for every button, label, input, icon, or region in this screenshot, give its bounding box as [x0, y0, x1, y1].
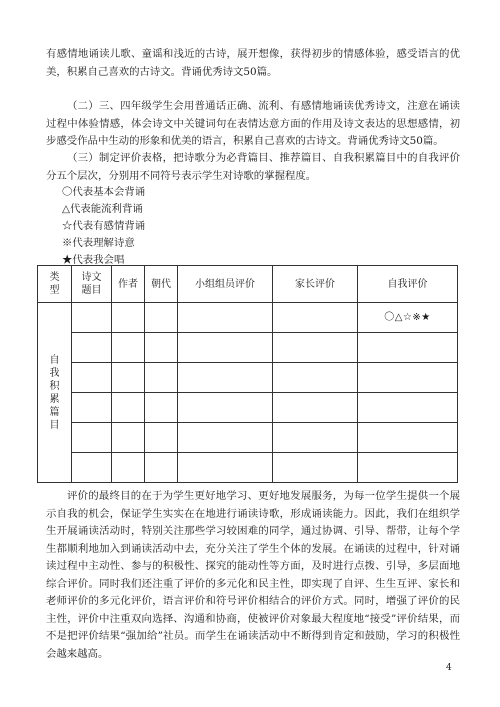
- header-group-evaluation: 小组组员评价: [178, 266, 273, 303]
- header-title-line1: 诗文: [81, 272, 102, 283]
- legend-item-recite: 〇代表基本会背诵: [62, 186, 146, 198]
- table-cell: [178, 303, 273, 333]
- table-cell: [273, 423, 358, 453]
- category-char: 积: [49, 380, 60, 392]
- table-cell: [72, 453, 112, 483]
- legend-item-sing: ★代表我会唱: [62, 254, 125, 266]
- table-row: [38, 393, 458, 423]
- table-cell: [112, 393, 145, 423]
- table-cell: [145, 333, 178, 363]
- table-cell: [145, 363, 178, 393]
- table-cell: [145, 393, 178, 423]
- table-cell: [178, 333, 273, 363]
- table-row: [38, 333, 458, 363]
- paragraph-evaluation-table-intro: （三）制定评价表格，把诗歌分为必背篇目、推荐篇目、自我积累篇目中的自我评价分五个层次，分别用不同符号表示学生对诗歌的掌握程度。: [46, 152, 460, 182]
- paragraph-evaluation-purpose: 评价的最终目的在于为学生更好地学习、更好地发展服务，为每一位学生提供一个展示自我的机会，保证学生实实在在地进行诵读诗歌，形成诵读能力。因此，我们在组织学生开展诵读活动时，特别关注那些学习较困难的同学，通过协调、引导、帮带，让每个学生都顺利地加入到诵读活动中去，充分关注了学生个体的发展。在诵读的过程中，针对诵读过程中主动性、参与的积极性、探究的能动性等方面，及时进行点拨、引导，多层面地综合评价。同时我们还注重了评价的多元化和民主性，即实现了自评、生生互评、家长和老师评价的多元化评价，语言评价和符号评价相结合的评价方式。同时，增强了评价的民主性，评价中注重双向选择、沟通和协商，使被评价对象最大程度地“接受”评价结果，而不是把评价结果“强加给”社员。而学生在诵读活动中不断得到肯定和鼓励，学习的积极性会越来越高。: [46, 490, 460, 660]
- table-cell: [358, 423, 458, 453]
- header-type-line1: 类: [49, 272, 60, 283]
- table-cell: [72, 333, 112, 363]
- header-type-line2: 型: [49, 285, 60, 296]
- header-self-evaluation: 自我评价: [358, 266, 458, 303]
- table-cell: [273, 453, 358, 483]
- table-cell: [358, 393, 458, 423]
- table-cell: [112, 333, 145, 363]
- category-char: 自: [49, 354, 60, 366]
- table-cell: [178, 363, 273, 393]
- category-char: 篇: [49, 406, 60, 418]
- table-cell: [145, 303, 178, 333]
- table-row: [38, 303, 458, 333]
- table-cell: [178, 423, 273, 453]
- table-cell: [112, 363, 145, 393]
- table-cell: [178, 393, 273, 423]
- table-row: [38, 363, 458, 393]
- header-title: [72, 266, 112, 303]
- table-cell: [273, 363, 358, 393]
- table-cell: [112, 453, 145, 483]
- header-type: [38, 266, 72, 303]
- table-cell: [72, 303, 112, 333]
- table-cell: [358, 453, 458, 483]
- table-cell: [358, 363, 458, 393]
- header-dynasty: 朝代: [145, 266, 178, 303]
- table-row: [38, 453, 458, 483]
- table-cell: [112, 303, 145, 333]
- page-number: 4: [446, 663, 452, 673]
- paragraph-grade-one-two: 有感情地诵读儿歌、童谣和浅近的古诗，展开想像，获得初步的情感体验，感受语言的优美，积累自己喜欢的古诗文。背诵优秀诗文50篇。: [46, 48, 460, 78]
- table-row: [38, 423, 458, 453]
- table-cell: [358, 333, 458, 363]
- table-cell: [112, 423, 145, 453]
- legend-item-understand: ※代表理解诗意: [62, 237, 135, 249]
- evaluation-table: [37, 265, 458, 483]
- table-cell: [178, 453, 273, 483]
- table-header-row: [38, 266, 458, 303]
- category-cell: [38, 303, 72, 483]
- header-title-line2: 题目: [81, 285, 102, 296]
- table-cell: [273, 333, 358, 363]
- header-parent-evaluation: 家长评价: [273, 266, 358, 303]
- category-char: 累: [49, 393, 60, 405]
- self-evaluation-symbols: 〇△☆※★: [358, 303, 458, 333]
- table-cell: [72, 363, 112, 393]
- table-cell: [145, 453, 178, 483]
- legend-item-emotion: ☆代表有感情背诵: [62, 220, 146, 232]
- header-author: 作者: [112, 266, 145, 303]
- category-char: 目: [49, 419, 60, 431]
- paragraph-grade-three-four: （二）三、四年级学生会用普通话正确、流利、有感情地诵读优秀诗文，注意在诵读过程中体验情感，体会诗文中关键词句在表情达意方面的作用及诗文表达的思想感情，初步感受作品中生动的形象和优美的语言，积累自己喜欢的古诗文。背诵优秀诗文50篇。: [46, 100, 460, 147]
- table-cell: [145, 423, 178, 453]
- category-char: 我: [49, 367, 60, 379]
- legend-item-fluent: △代表能流利背诵: [62, 203, 143, 215]
- table-cell: [72, 423, 112, 453]
- table-cell: [72, 393, 112, 423]
- table-cell: [273, 303, 358, 333]
- table-cell: [273, 393, 358, 423]
